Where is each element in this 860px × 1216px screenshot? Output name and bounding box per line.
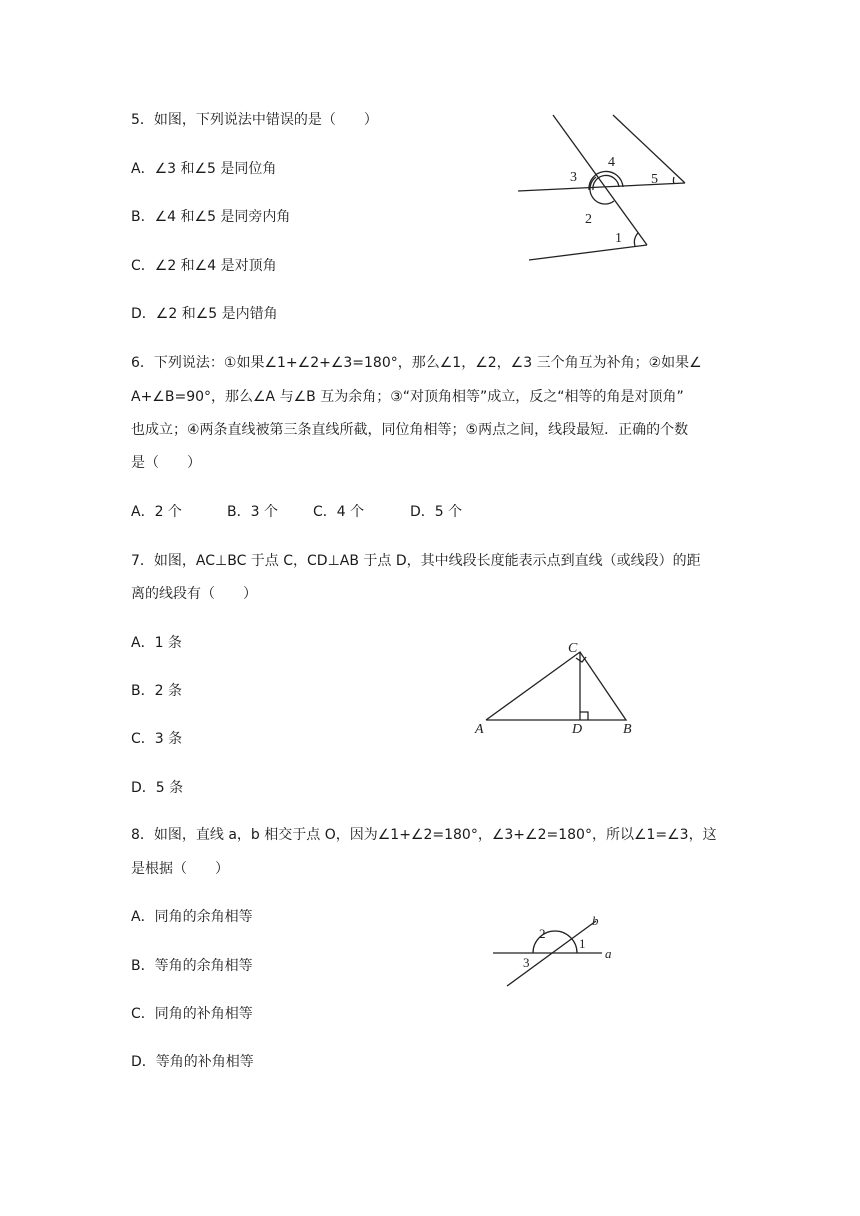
q5-option-c: C．∠2 和∠4 是对顶角 xyxy=(131,258,277,274)
q5-label-2: 2 xyxy=(585,212,592,227)
q7-label-a: A xyxy=(475,722,484,737)
q7-option-d: D．5 条 xyxy=(131,780,184,796)
q7-line-2: 离的线段有（ ） xyxy=(131,586,257,602)
q8-option-c: C．同角的补角相等 xyxy=(131,1006,253,1022)
q5-label-1: 1 xyxy=(615,231,622,246)
q8-label-1: 1 xyxy=(579,936,586,951)
q8-label-2: 2 xyxy=(539,926,546,941)
q5-stem: 5．如图，下列说法中错误的是（ ） xyxy=(131,112,378,128)
q8-label-line-b: b xyxy=(592,913,599,928)
q6-option-d: D．5 个 xyxy=(410,504,463,520)
q8-label-line-a: a xyxy=(605,946,612,961)
q6-option-b: B．3 个 xyxy=(227,504,278,520)
q8-option-a: A．同角的余角相等 xyxy=(131,909,253,925)
q7-triangle-figure xyxy=(470,638,640,740)
q8-option-b: B．等角的余角相等 xyxy=(131,958,253,974)
q8-label-3: 3 xyxy=(523,955,530,970)
q7-option-a: A．1 条 xyxy=(131,635,182,651)
q6-line-3: 也成立；④两条直线被第三条直线所截，同位角相等；⑤两点之间，线段最短．正确的个数 xyxy=(131,422,689,438)
q6-line-2: A+∠B=90°，那么∠A 与∠B 互为余角；③“对顶角相等”成立，反之“相等的角是对顶角” xyxy=(131,389,684,405)
q5-option-a: A．∠3 和∠5 是同位角 xyxy=(131,161,277,177)
q7-label-b: B xyxy=(623,722,632,737)
q5-figure xyxy=(515,115,695,265)
q7-option-b: B．2 条 xyxy=(131,683,182,699)
q5-option-b: B．∠4 和∠5 是同旁内角 xyxy=(131,209,291,225)
q5-option-d: D．∠2 和∠5 是内错角 xyxy=(131,306,278,322)
q7-option-c: C．3 条 xyxy=(131,731,183,747)
q8-option-d: D．等角的补角相等 xyxy=(131,1054,254,1070)
q5-label-5: 5 xyxy=(651,172,658,187)
q5-label-4: 4 xyxy=(608,155,615,170)
q6-line-4: 是（ ） xyxy=(131,455,201,471)
q8-line-2: 是根据（ ） xyxy=(131,861,229,877)
q7-line-1: 7．如图，AC⊥BC 于点 C，CD⊥AB 于点 D，其中线段长度能表示点到直线（或线段）的距 xyxy=(131,553,701,569)
q7-label-d: D xyxy=(572,722,583,737)
q8-line-1: 8．如图，直线 a，b 相交于点 O，因为∠1+∠2=180°，∠3+∠2=180°，所以∠1=∠3，这 xyxy=(131,827,717,843)
q7-label-c: C xyxy=(568,641,578,656)
q8-intersecting-lines-figure xyxy=(490,913,630,993)
q6-option-c: C．4 个 xyxy=(313,504,365,520)
q5-label-3: 3 xyxy=(570,170,577,185)
q6-line-1: 6．下列说法：①如果∠1+∠2+∠3=180°，那么∠1，∠2，∠3 三个角互为补角；②如果∠ xyxy=(131,355,702,371)
q6-option-a: A．2 个 xyxy=(131,504,182,520)
